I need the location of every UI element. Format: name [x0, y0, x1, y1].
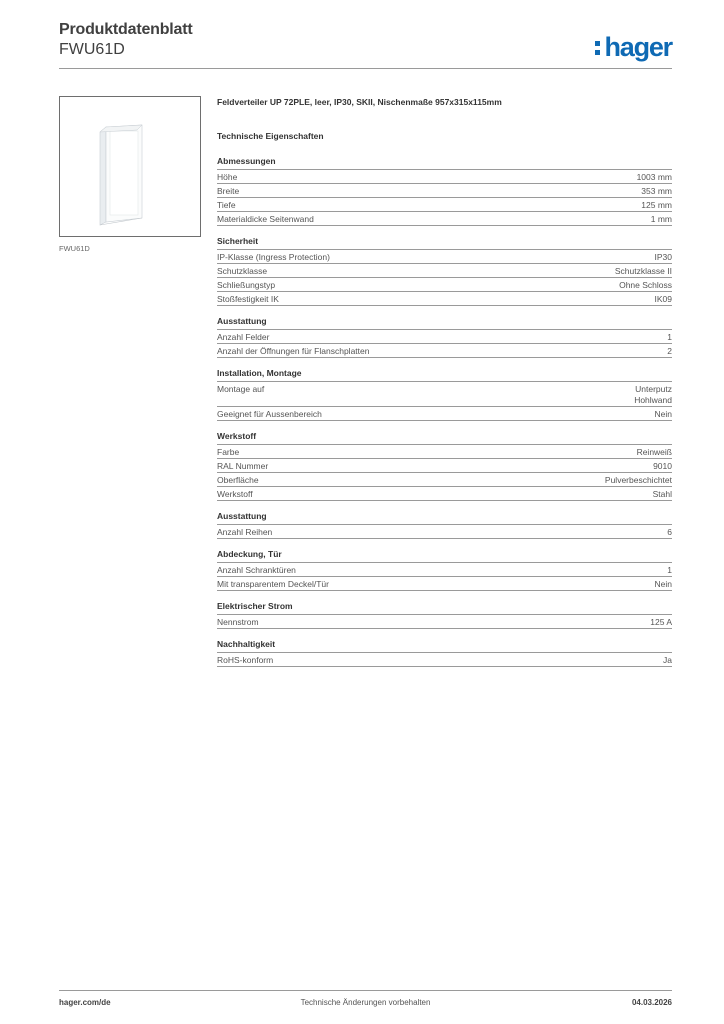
spec-value-line: 125 mm — [641, 200, 672, 210]
spec-value-line: Nein — [654, 409, 672, 419]
spec-row — [217, 198, 672, 212]
spec-value — [663, 655, 672, 666]
spec-row — [217, 473, 672, 487]
spec-value-line: 9010 — [653, 461, 672, 471]
section-title: Installation, Montage — [217, 368, 672, 382]
spec-value — [667, 527, 672, 538]
section-title: Abdeckung, Tür — [217, 549, 672, 563]
spec-row — [217, 653, 672, 667]
header-divider — [59, 68, 672, 69]
section-title: Ausstattung — [217, 511, 672, 525]
spec-label: Anzahl der Öffnungen für Flanschplatten — [217, 346, 370, 356]
spec-value — [634, 384, 672, 406]
section-title: Werkstoff — [217, 431, 672, 445]
spec-label: Farbe — [217, 447, 240, 457]
spec-row — [217, 445, 672, 459]
spec-value — [653, 489, 672, 500]
section-title: Nachhaltigkeit — [217, 639, 672, 653]
spec-value-line: Hohlwand — [634, 395, 672, 405]
spec-value — [667, 346, 672, 357]
spec-value-line: 125 A — [650, 617, 672, 627]
spec-label: Geeignet für Aussenbereich — [217, 409, 322, 419]
spec-row — [217, 487, 672, 501]
section-title: Abmessungen — [217, 156, 672, 170]
spec-value — [637, 447, 672, 458]
spec-label: Tiefe — [217, 200, 236, 210]
spec-label: RoHS-konform — [217, 655, 274, 665]
spec-row — [217, 525, 672, 539]
image-caption: FWU61D — [59, 244, 90, 253]
spec-value — [637, 172, 672, 183]
product-description: Feldverteiler UP 72PLE, leer, IP30, SKII, Nischenmaße 957x315x115mm — [217, 97, 502, 107]
spec-section — [217, 368, 672, 421]
spec-value-line: 2 — [667, 346, 672, 356]
footer-website: hager.com/de — [59, 998, 111, 1007]
spec-section — [217, 639, 672, 667]
spec-sections — [217, 156, 672, 667]
product-image-frame — [59, 96, 201, 237]
spec-label: Schließungstyp — [217, 280, 276, 290]
spec-value — [655, 579, 672, 590]
spec-value — [641, 186, 672, 197]
spec-label: Anzahl Reihen — [217, 527, 273, 537]
spec-value-line: Stahl — [652, 489, 672, 499]
spec-section — [217, 156, 672, 226]
spec-row — [217, 292, 672, 306]
spec-value — [655, 294, 673, 305]
hager-logo — [595, 32, 672, 62]
spec-value-line: 6 — [667, 527, 672, 537]
spec-value — [650, 617, 672, 628]
spec-value-line: Ja — [663, 655, 672, 665]
spec-label: Mit transparentem Deckel/Tür — [217, 579, 329, 589]
spec-row — [217, 184, 672, 198]
spec-label: Schutzklasse — [217, 266, 268, 276]
spec-row — [217, 170, 672, 184]
section-title: Elektrischer Strom — [217, 601, 672, 615]
spec-value — [655, 409, 672, 420]
spec-value-line: 1 — [667, 332, 672, 342]
spec-value — [605, 475, 672, 486]
footer-date: 04.03.2026 — [631, 998, 672, 1007]
spec-label: Materialdicke Seitenwand — [217, 214, 314, 224]
article-number: FWU61D — [59, 41, 125, 58]
logo-text: hager — [604, 32, 672, 62]
page-footer — [59, 998, 672, 1010]
spec-row — [217, 278, 672, 292]
spec-value — [619, 280, 672, 291]
spec-value-line: Unterputz — [635, 384, 672, 394]
spec-value-line: Nein — [654, 579, 672, 589]
spec-value-line: Pulverbeschichtet — [604, 475, 672, 485]
spec-section — [217, 549, 672, 591]
spec-section — [217, 316, 672, 358]
spec-label: RAL Nummer — [217, 461, 269, 471]
spec-value — [653, 461, 672, 472]
spec-value-line: 353 mm — [641, 186, 672, 196]
spec-section — [217, 511, 672, 539]
spec-label: Oberfläche — [217, 475, 259, 485]
spec-value-line: IP30 — [654, 252, 672, 262]
spec-value-line: 1 mm — [650, 214, 672, 224]
spec-content — [217, 96, 672, 677]
spec-value-line: 1003 mm — [636, 172, 672, 182]
spec-value-line: Schutzklasse II — [614, 266, 672, 276]
spec-row — [217, 344, 672, 358]
spec-value — [651, 214, 672, 225]
spec-value — [667, 332, 672, 343]
spec-row — [217, 563, 672, 577]
spec-value-line: 1 — [667, 565, 672, 575]
spec-value — [641, 200, 672, 211]
spec-section — [217, 601, 672, 629]
spec-row — [217, 407, 672, 421]
spec-row — [217, 330, 672, 344]
spec-row — [217, 264, 672, 278]
spec-row — [217, 577, 672, 591]
spec-row — [217, 615, 672, 629]
spec-value — [615, 266, 672, 277]
spec-row — [217, 250, 672, 264]
spec-row — [217, 212, 672, 226]
spec-label: Montage auf — [217, 384, 265, 394]
spec-section — [217, 236, 672, 306]
spec-label: Werkstoff — [217, 489, 253, 499]
distribution-cabinet-image — [60, 97, 200, 236]
spec-label: Stoßfestigkeit IK — [217, 294, 279, 304]
spec-value — [667, 565, 672, 576]
spec-value-line: IK09 — [654, 294, 672, 304]
spec-label: Nennstrom — [217, 617, 259, 627]
tech-properties-heading: Technische Eigenschaften — [217, 131, 324, 141]
page-header — [59, 20, 672, 60]
spec-row — [217, 382, 672, 407]
section-title: Sicherheit — [217, 236, 672, 250]
page-title: Produktdatenblatt — [59, 21, 193, 38]
spec-value — [655, 252, 673, 263]
spec-label: Höhe — [217, 172, 238, 182]
spec-value-line: Reinweiß — [636, 447, 672, 457]
section-title: Ausstattung — [217, 316, 672, 330]
spec-label: Breite — [217, 186, 240, 196]
spec-label: Anzahl Schranktüren — [217, 565, 296, 575]
spec-label: IP-Klasse (Ingress Protection) — [217, 252, 330, 262]
logo-dots-icon — [595, 41, 601, 59]
footer-divider — [59, 990, 672, 991]
spec-value-line: Ohne Schloss — [619, 280, 672, 290]
spec-section — [217, 431, 672, 501]
spec-label: Anzahl Felder — [217, 332, 270, 342]
spec-row — [217, 459, 672, 473]
footer-note: Technische Änderungen vorbehalten — [300, 998, 431, 1007]
